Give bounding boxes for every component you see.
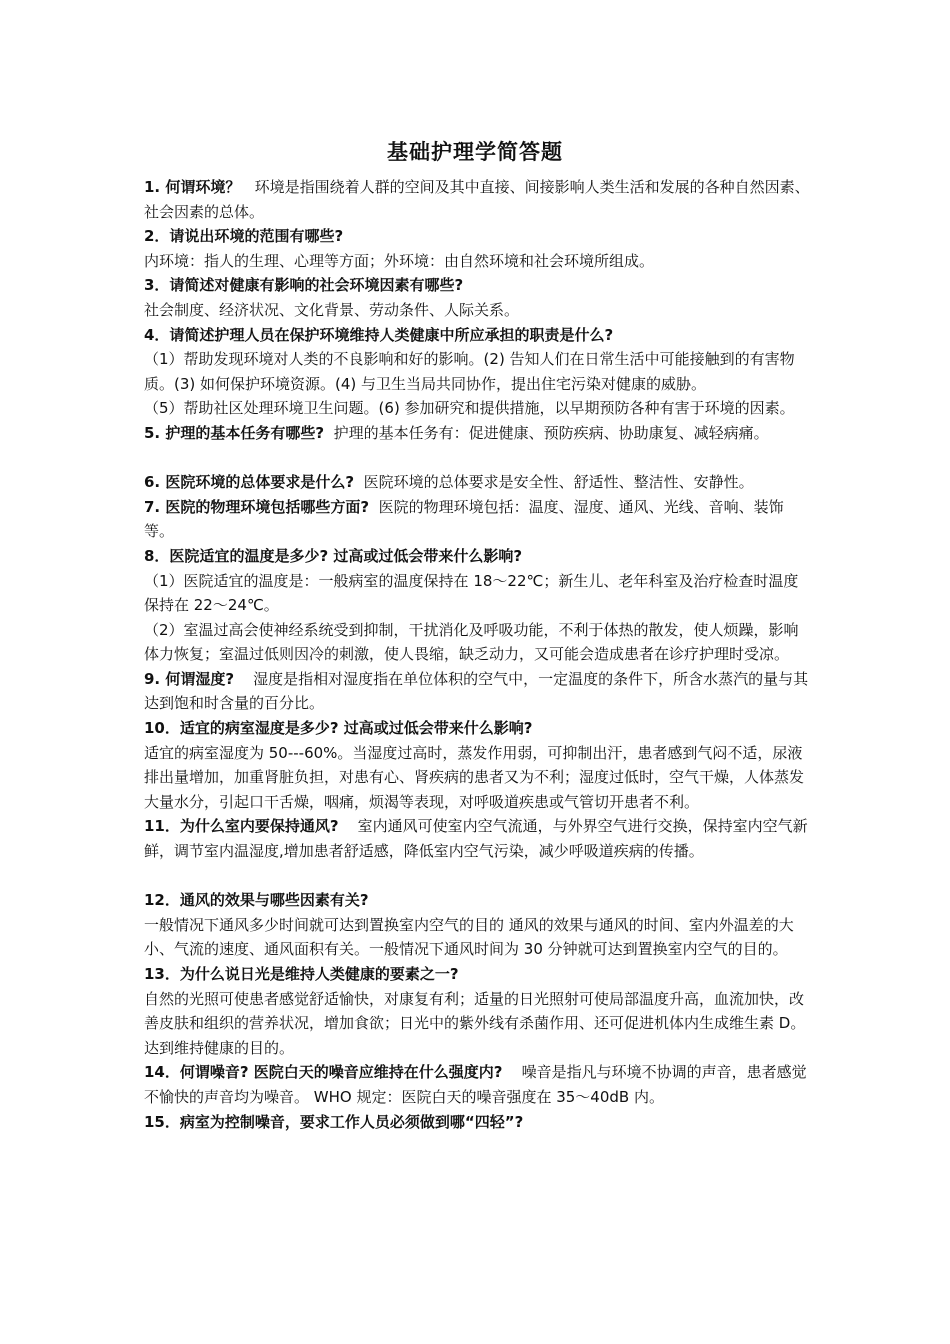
question-5: 5. 护理的基本任务有哪些? [144,423,325,442]
answer-6: 医院环境的总体要求是安全性、舒适性、整洁性、安静性。 [363,473,754,492]
question-8: 8．医院适宜的温度是多少? 过高或过低会带来什么影响? [144,546,523,565]
question-11: 11．为什么室内要保持通风? [144,817,339,836]
answer-13: 自然的光照可使患者感觉舒适愉快，对康复有利；适量的日光照射可使局部温度升高，血流加快，改善皮肤和组织的营养状况，增加食欲；日光中的紫外线有杀菌作用、还可促进机体内生成维生素 D。达到维持健康的目的。 [144,989,806,1057]
answer-2: 内环境：指人的生理、心理等方面；外环境：由自然环境和社会环境所组成。 [144,251,655,270]
answer-10: 适宜的病室湿度为 50---60%。当湿度过高时，蒸发作用弱，可抑制出汗，患者感到气闷不适，尿液排出量增加，加重肾脏负担，对患有心、肾疾病的患者又为不利；湿度过低时，空气干燥，人体蒸发大量水分，引起口干舌燥，咽痛，烦渴等表现，对呼吸道疾患或气管切开患者不利。 [144,743,805,811]
answer-8-part-2: （2）室温过高会使神经系统受到抑制，干扰消化及呼吸功能，不利于体热的散发，使人烦躁，影响体力恢复；室温过低则因冷的刺激，使人畏缩，缺乏动力，又可能会造成患者在诊疗护理时受凉。 [144,620,799,664]
answer-3: 社会制度、经济状况、文化背景、劳动条件、人际关系。 [144,300,520,319]
answer-11: 室内通风可使室内空气流通，与外界空气进行交换，保持室内空气新鲜，调节室内温湿度,增加患者舒适感，降低室内空气污染，减少呼吸道疾病的传播。 [144,817,808,861]
qa-list [144,175,812,1134]
question-4: 4．请简述护理人员在保护环境维持人类健康中所应承担的职责是什么? [144,325,614,344]
answer-14: 噪音是指凡与环境不协调的声音，患者感觉不愉快的声音均为噪音。 WHO 规定：医院白天的噪音强度在 35～40dB 内。 [144,1063,807,1106]
answer-12: 一般情况下通风多少时间就可达到置换室内空气的目的 通风的效果与通风的时间、室内外温差的大小、气流的速度、通风面积有关。一般情况下通风时间为 30 分钟就可达到置换室内空气的目的。 [144,915,794,959]
qa-item-5 [144,421,812,446]
qa-item-11 [144,814,812,863]
qa-item-14 [144,1060,812,1109]
question-12: 12．通风的效果与哪些因素有关? [144,891,369,910]
answer-5: 护理的基本任务有：促进健康、预防疾病、协助康复、减轻病痛。 [333,423,769,442]
question-10: 10．适宜的病室湿度是多少? 过高或过低会带来什么影响? [144,719,533,738]
answer-7: 医院的物理环境包括：温度、湿度、通风、光线、音响、装饰等。 [144,497,784,541]
spacer [144,446,812,471]
question-9: 9. 何谓湿度? [144,669,235,688]
answer-1: 环境是指围绕着人群的空间及其中直接、间接影响人类生活和发展的各种自然因素、社会因素的总体。 [144,178,810,221]
question-1: 1. 何谓环境？ [144,178,241,196]
answer-4-part-1: （1）帮助发现环境对人类的不良影响和好的影响。(2) 告知人们在日常生活中可能接触到的有害物质。(3) 如何保护环境资源。(4) 与卫生当局共同协作，提出住宅污染对健康的威胁。 [144,350,795,393]
answer-9: 湿度是指相对湿度指在单位体积的空气中，一定温度的条件下，所含水蒸汽的量与其达到饱和时含量的百分比。 [144,669,809,713]
question-2: 2．请说出环境的范围有哪些? [144,227,344,246]
answer-4-part-2: （5）帮助社区处理环境卫生问题。(6) 参加研究和提供措施，以早期预防各种有害于环境的因素。 [144,399,795,418]
answer-8-part-1: （1）医院适宜的温度是：一般病室的温度保持在 18～22℃；新生儿、老年科室及治疗检查时温度保持在 22～24℃。 [144,571,799,615]
question-14: 14．何谓噪音? 医院白天的噪音应维持在什么强度内? [144,1063,503,1082]
question-7: 7. 医院的物理环境包括哪些方面? [144,497,370,516]
question-13: 13．为什么说日光是维持人类健康的要素之一? [144,965,459,983]
question-15: 15．病室为控制噪音，要求工作人员必须做到哪“四轻”? [144,1112,524,1131]
page-title: 基础护理学简答题 [387,140,563,164]
question-3: 3．请简述对健康有影响的社会环境因素有哪些? [144,276,464,295]
question-6: 6. 医院环境的总体要求是什么? [144,473,355,492]
qa-item-1 [144,175,812,224]
spacer [144,864,812,889]
qa-item-6 [144,470,812,495]
qa-item-7 [144,495,812,544]
qa-item-9 [144,667,812,716]
